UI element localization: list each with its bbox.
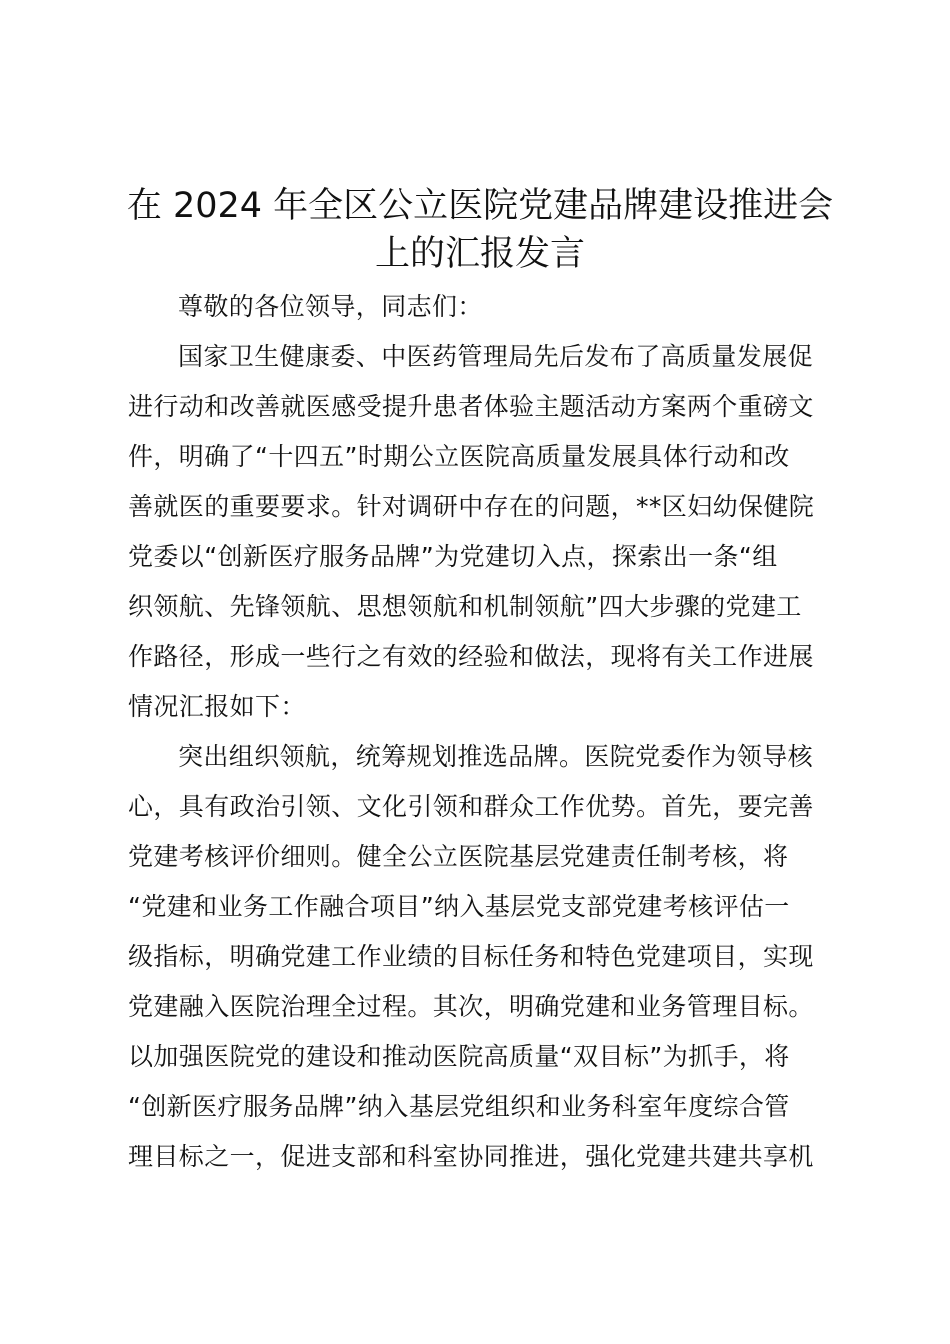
body-text-line: 心，具有政治引领、文化引领和群众工作优势。首先，要完善 <box>128 792 814 821</box>
title-line-1: 在 2024 年全区公立医院党建品牌建设推进会 <box>126 186 834 226</box>
document-body <box>128 282 834 1182</box>
body-text-line: 作路径，形成一些行之有效的经验和做法，现将有关工作进展 <box>128 642 814 671</box>
body-text-line: 突出组织领航，统筹规划推选品牌。医院党委作为领导核 <box>178 742 814 771</box>
body-text-line: 进行动和改善就医感受提升患者体验主题活动方案两个重磅文 <box>128 392 814 421</box>
body-text-line: “创新医疗服务品牌”纳入基层党组织和业务科室年度综合管 <box>128 1092 790 1121</box>
body-text-line: 织领航、先锋领航、思想领航和机制领航”四大步骤的党建工 <box>128 592 802 621</box>
body-text-line: 尊敬的各位领导，同志们： <box>178 292 483 321</box>
body-text-line: 件，明确了“十四五”时期公立医院高质量发展具体行动和改 <box>128 442 790 471</box>
body-text-line: “党建和业务工作融合项目”纳入基层党支部党建考核评估一 <box>128 892 790 921</box>
body-text-line: 理目标之一，促进支部和科室协同推进，强化党建共建共享机 <box>128 1142 814 1171</box>
body-text-line: 善就医的重要要求。针对调研中存在的问题，**区妇幼保健院 <box>128 492 815 521</box>
title-line-2: 上的汇报发言 <box>374 234 585 274</box>
body-text-line: 党委以“创新医疗服务品牌”为党建切入点，探索出一条“组 <box>128 542 778 571</box>
body-text-line: 情况汇报如下： <box>128 692 306 721</box>
body-text-line: 级指标，明确党建工作业绩的目标任务和特色党建项目，实现 <box>128 942 814 971</box>
document-title <box>110 182 850 278</box>
body-text-line: 国家卫生健康委、中医药管理局先后发布了高质量发展促 <box>178 342 814 371</box>
body-text-line: 党建考核评价细则。健全公立医院基层党建责任制考核，将 <box>128 842 789 871</box>
body-text-line: 以加强医院党的建设和推动医院高质量“双目标”为抓手，将 <box>128 1042 790 1071</box>
body-text-line: 党建融入医院治理全过程。其次，明确党建和业务管理目标。 <box>128 992 814 1021</box>
